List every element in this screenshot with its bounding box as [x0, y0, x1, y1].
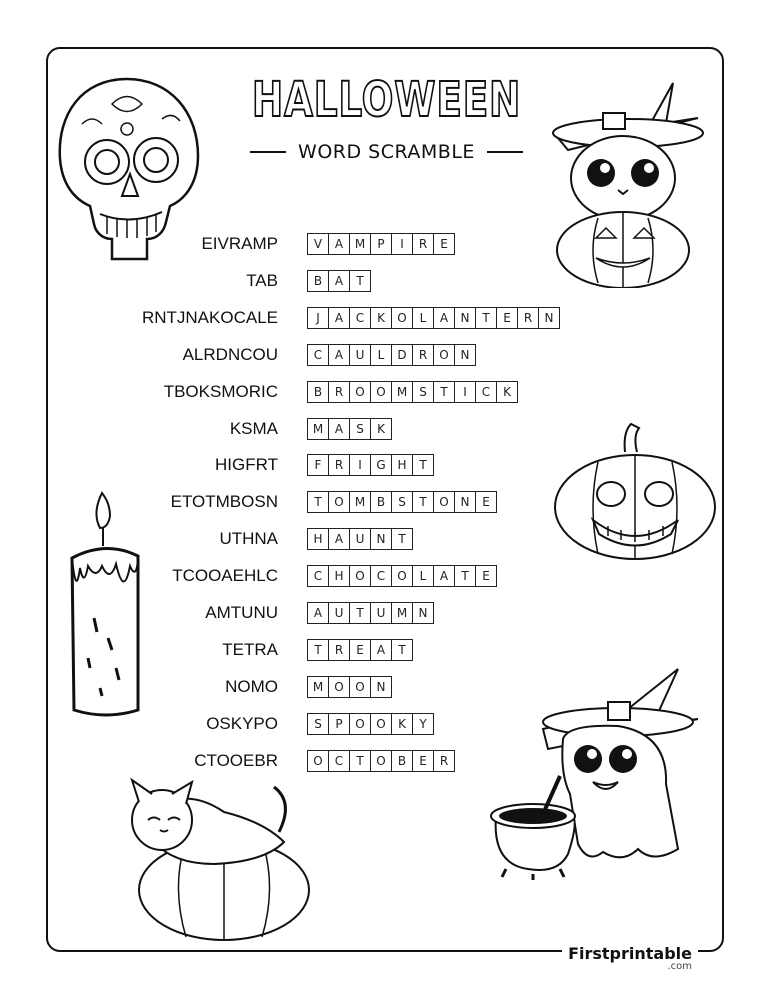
scrambled-word: ETOTMBOSN	[170, 492, 278, 511]
letter-box: E	[349, 639, 371, 661]
letter-box: H	[391, 454, 413, 476]
scrambled-word: TETRA	[222, 640, 278, 659]
letter-box: N	[538, 307, 560, 329]
letter-box: T	[412, 491, 434, 513]
scrambled-word: OSKYPO	[206, 714, 278, 733]
letter-box: I	[454, 381, 476, 403]
candle-icon	[66, 488, 146, 720]
word-row	[0, 307, 773, 329]
letter-box: C	[307, 565, 329, 587]
letter-box: L	[370, 344, 392, 366]
letter-box: A	[307, 602, 329, 624]
answer-boxes	[307, 381, 518, 403]
brand-tld: .com	[667, 961, 692, 972]
scrambled-word: HIGFRT	[215, 455, 278, 474]
letter-box: G	[370, 454, 392, 476]
answer-boxes	[307, 565, 497, 587]
letter-box: R	[433, 750, 455, 772]
letter-box: H	[328, 565, 350, 587]
letter-box: B	[391, 750, 413, 772]
letter-box: O	[349, 381, 371, 403]
letter-box: D	[391, 344, 413, 366]
scrambled-word: AMTUNU	[205, 603, 278, 622]
letter-box: O	[370, 750, 392, 772]
answer-boxes	[307, 454, 434, 476]
letter-box: S	[391, 491, 413, 513]
scrambled-word: TAB	[246, 271, 278, 290]
letter-box: A	[433, 307, 455, 329]
letter-box: M	[349, 491, 371, 513]
letter-box: A	[328, 528, 350, 550]
cat-on-pumpkin-icon	[114, 772, 314, 944]
letter-box: C	[328, 750, 350, 772]
letter-box: C	[307, 344, 329, 366]
answer-boxes	[307, 344, 476, 366]
letter-box: N	[370, 528, 392, 550]
letter-box: T	[433, 381, 455, 403]
letter-box: L	[412, 565, 434, 587]
scrambled-word: TCOOAEHLC	[172, 566, 278, 585]
letter-box: T	[307, 639, 329, 661]
letter-box: T	[349, 602, 371, 624]
brand-logo	[562, 944, 698, 972]
answer-boxes	[307, 307, 560, 329]
letter-box: O	[433, 344, 455, 366]
letter-box: O	[328, 491, 350, 513]
letter-box: C	[475, 381, 497, 403]
letter-box: R	[412, 344, 434, 366]
letter-box: L	[412, 307, 434, 329]
letter-box: R	[328, 639, 350, 661]
letter-box: A	[433, 565, 455, 587]
letter-box: B	[307, 270, 329, 292]
page-title: HALLOWEEN	[251, 72, 522, 128]
letter-box: F	[307, 454, 329, 476]
letter-box: O	[349, 565, 371, 587]
letter-box: N	[454, 344, 476, 366]
letter-box: O	[391, 565, 413, 587]
scrambled-word: KSMA	[229, 419, 278, 438]
letter-box: K	[370, 307, 392, 329]
answer-boxes	[307, 602, 434, 624]
answer-boxes	[307, 639, 413, 661]
letter-box: T	[307, 491, 329, 513]
answer-boxes	[307, 676, 392, 698]
subtitle-rule-right	[487, 151, 523, 153]
letter-box: N	[370, 676, 392, 698]
letter-box: E	[475, 491, 497, 513]
jack-o-lantern-icon	[553, 422, 723, 562]
letter-box: R	[412, 233, 434, 255]
subtitle-rule-left	[250, 151, 286, 153]
letter-box: B	[370, 491, 392, 513]
answer-boxes	[307, 750, 455, 772]
answer-boxes	[307, 528, 413, 550]
scrambled-word: UTHNA	[219, 529, 278, 548]
letter-box: T	[349, 750, 371, 772]
word-row	[0, 344, 773, 366]
letter-box: T	[391, 528, 413, 550]
letter-box: K	[370, 418, 392, 440]
letter-box: M	[391, 602, 413, 624]
letter-box: I	[349, 454, 371, 476]
letter-box: S	[412, 381, 434, 403]
letter-box: U	[370, 602, 392, 624]
letter-box: P	[370, 233, 392, 255]
letter-box: N	[454, 307, 476, 329]
letter-box: I	[391, 233, 413, 255]
letter-box: R	[328, 381, 350, 403]
scrambled-word: CTOOEBR	[194, 751, 278, 770]
letter-box: A	[328, 344, 350, 366]
letter-box: O	[328, 676, 350, 698]
letter-box: V	[307, 233, 329, 255]
letter-box: M	[391, 381, 413, 403]
letter-box: C	[349, 307, 371, 329]
letter-box: O	[370, 381, 392, 403]
letter-box: Y	[412, 713, 434, 735]
letter-box: S	[307, 713, 329, 735]
letter-box: R	[328, 454, 350, 476]
letter-box: M	[349, 233, 371, 255]
letter-box: K	[496, 381, 518, 403]
letter-box: B	[307, 381, 329, 403]
letter-box: E	[433, 233, 455, 255]
scrambled-word: NOMO	[225, 677, 278, 696]
letter-box: T	[475, 307, 497, 329]
ghost-witch-cauldron-icon	[488, 664, 708, 882]
letter-box: O	[370, 713, 392, 735]
letter-box: O	[349, 713, 371, 735]
word-row	[0, 381, 773, 403]
letter-box: U	[349, 528, 371, 550]
answer-boxes	[307, 491, 497, 513]
letter-box: O	[391, 307, 413, 329]
answer-boxes	[307, 418, 392, 440]
letter-box: A	[328, 418, 350, 440]
letter-box: O	[349, 676, 371, 698]
letter-box: J	[307, 307, 329, 329]
letter-box: A	[328, 233, 350, 255]
letter-box: O	[307, 750, 329, 772]
letter-box: U	[328, 602, 350, 624]
letter-box: N	[412, 602, 434, 624]
letter-box: U	[349, 344, 371, 366]
letter-box: E	[412, 750, 434, 772]
answer-boxes	[307, 233, 455, 255]
letter-box: H	[307, 528, 329, 550]
letter-box: T	[454, 565, 476, 587]
letter-box: O	[433, 491, 455, 513]
letter-box: S	[349, 418, 371, 440]
letter-box: C	[370, 565, 392, 587]
letter-box: T	[412, 454, 434, 476]
letter-box: M	[307, 418, 329, 440]
scrambled-word: ALRDNCOU	[182, 345, 278, 364]
letter-box: K	[391, 713, 413, 735]
letter-box: P	[328, 713, 350, 735]
letter-box: R	[517, 307, 539, 329]
page-subtitle: WORD SCRAMBLE	[298, 141, 475, 163]
letter-box: A	[328, 270, 350, 292]
letter-box: A	[370, 639, 392, 661]
letter-box: E	[475, 565, 497, 587]
brand-name: Firstprintable	[568, 944, 692, 963]
letter-box: E	[496, 307, 518, 329]
scrambled-word: RNTJNAKOCALE	[141, 308, 278, 327]
sugar-skull-icon	[52, 74, 202, 274]
scrambled-word: TBOKSMORIC	[163, 382, 278, 401]
letter-box: N	[454, 491, 476, 513]
answer-boxes	[307, 713, 434, 735]
letter-box: T	[349, 270, 371, 292]
scrambled-word: EIVRAMP	[201, 234, 278, 253]
letter-box: T	[391, 639, 413, 661]
witch-cat-pumpkin-icon	[538, 78, 708, 288]
letter-box: A	[328, 307, 350, 329]
answer-boxes	[307, 270, 371, 292]
letter-box: M	[307, 676, 329, 698]
